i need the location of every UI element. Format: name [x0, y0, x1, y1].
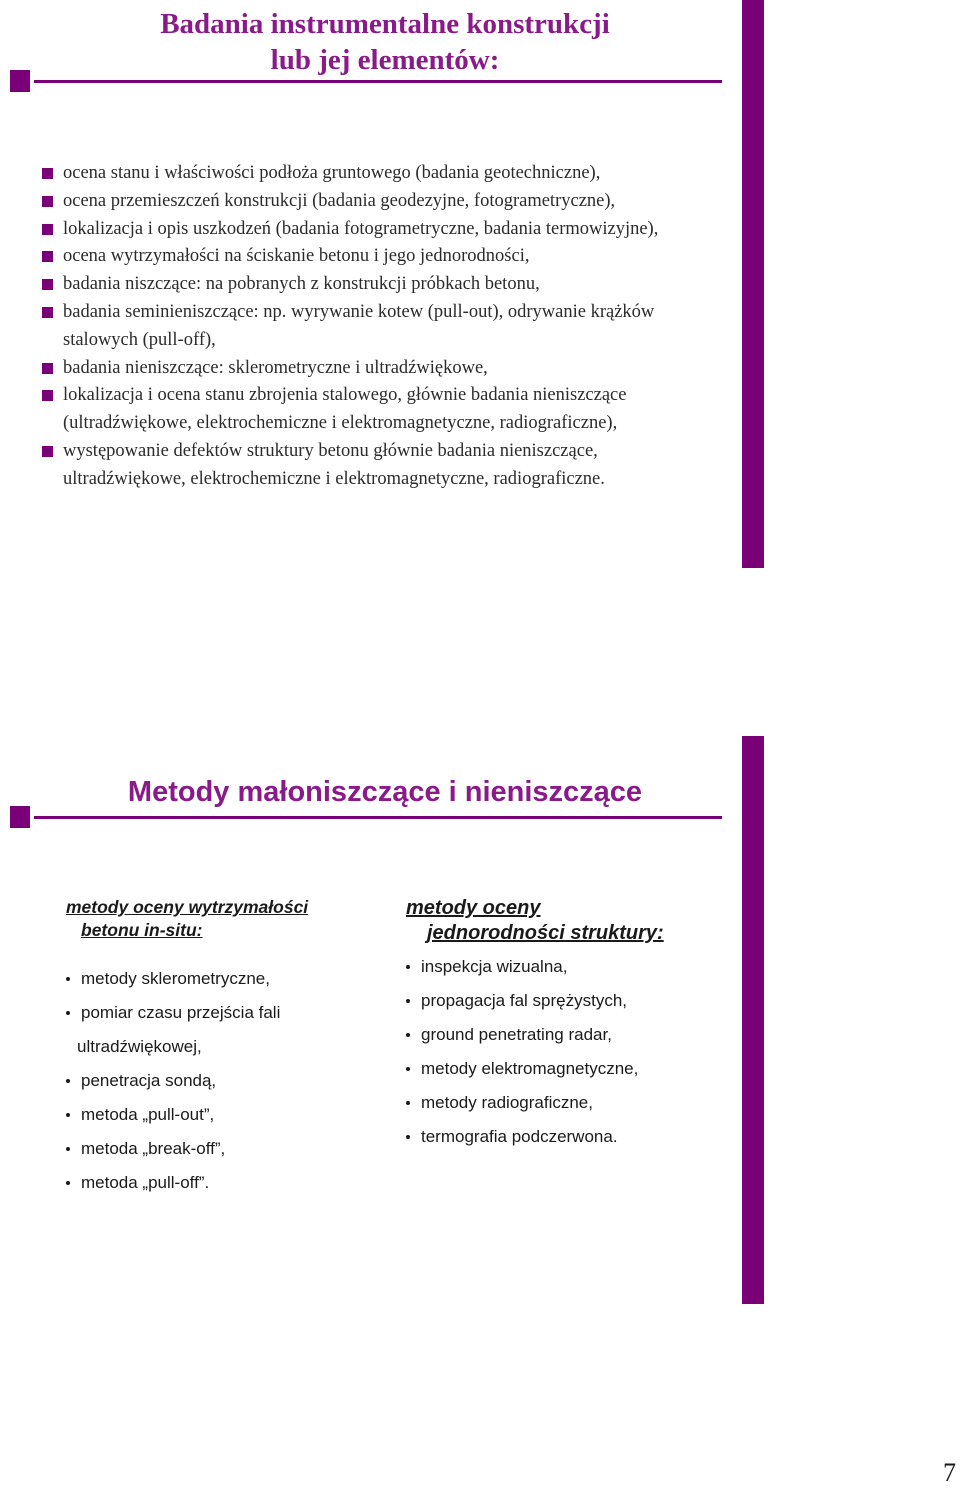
- list-item: lokalizacja i opis uszkodzeń (badania fotogrametryczne, badania termowizyjne),: [40, 216, 720, 244]
- list-item: ocena stanu i właściwości podłoża gruntowego (badania geotechniczne),: [40, 160, 720, 188]
- square-bullet-icon: [42, 390, 53, 401]
- square-bullet-icon: [42, 446, 53, 457]
- page-number: 7: [943, 1458, 956, 1487]
- dot-bullet-icon: [406, 965, 410, 969]
- list-item: badania seminieniszczące: np. wyrywanie kotew (pull-out), odrywanie krążków stalowych (pull-off),: [40, 299, 720, 355]
- homogeneity-methods-list: [406, 950, 638, 1154]
- list-item: inspekcja wizualna,: [406, 950, 638, 984]
- list-item: badania nieniszczące: sklerometryczne i ultradźwiękowe,: [40, 355, 720, 383]
- slide-instrumental-tests: [0, 0, 960, 580]
- slide-title: Metody małoniszczące i nieniszczące: [127, 776, 643, 808]
- left-column-heading: metody oceny wytrzymałości betonu in-situ:: [66, 897, 309, 940]
- list-item: występowanie defektów struktury betonu głównie badania nieniszczące, ultradźwiękowe, elektrochemiczne i elektromagnetyczne, radiograficzne.: [40, 438, 720, 494]
- list-item: badania niszczące: na pobranych z konstrukcji próbkach betonu,: [40, 271, 720, 299]
- slide-accent-bar: [742, 736, 764, 1304]
- slide-corner-square: [10, 806, 30, 828]
- list-item: metoda „pull-out”,: [66, 1098, 280, 1132]
- dot-bullet-icon: [406, 1067, 410, 1071]
- list-item-continuation: ultradźwiękowej,: [77, 1037, 202, 1056]
- square-bullet-icon: [42, 363, 53, 374]
- slide-accent-bar: [742, 0, 764, 568]
- list-item: propagacja fal sprężystych,: [406, 984, 638, 1018]
- square-bullet-icon: [42, 251, 53, 262]
- square-bullet-icon: [42, 224, 53, 235]
- square-bullet-icon: [42, 168, 53, 179]
- slide-methods: [0, 736, 960, 1316]
- slide-corner-square: [10, 70, 30, 92]
- square-bullet-icon: [42, 307, 53, 318]
- strength-methods-list: [66, 962, 280, 1200]
- square-bullet-icon: [42, 196, 53, 207]
- list-item: ocena wytrzymałości na ściskanie betonu i jego jednorodności,: [40, 243, 720, 271]
- dot-bullet-icon: [66, 977, 70, 981]
- list-item: metody sklerometryczne,: [66, 962, 280, 996]
- list-item: metoda „break-off”,: [66, 1132, 280, 1166]
- list-item: lokalizacja i ocena stanu zbrojenia stalowego, głównie badania nieniszczące (ultradźwiękowe, elektrochemiczne i elektromagnetyczne, radiograficzne),: [40, 382, 720, 438]
- list-item: ocena przemieszczeń konstrukcji (badania geodezyjne, fotogrametryczne),: [40, 188, 720, 216]
- list-item: termografia podczerwona.: [406, 1120, 638, 1154]
- list-item: metoda „pull-off”.: [66, 1166, 280, 1200]
- dot-bullet-icon: [66, 1113, 70, 1117]
- square-bullet-icon: [42, 279, 53, 290]
- title-underline: [34, 80, 722, 83]
- list-item: metody radiograficzne,: [406, 1086, 638, 1120]
- list-item: metody elektromagnetyczne,: [406, 1052, 638, 1086]
- instrumental-tests-list: [40, 160, 720, 494]
- slide-title-line1: Badania instrumentalne konstrukcji: [160, 8, 610, 40]
- dot-bullet-icon: [406, 1101, 410, 1105]
- dot-bullet-icon: [66, 1011, 70, 1015]
- list-item: ground penetrating radar,: [406, 1018, 638, 1052]
- list-item: penetracja sondą,: [66, 1064, 280, 1098]
- dot-bullet-icon: [406, 1033, 410, 1037]
- dot-bullet-icon: [406, 999, 410, 1003]
- right-column-heading: metody oceny jednorodności struktury:: [406, 897, 664, 944]
- dot-bullet-icon: [66, 1181, 70, 1185]
- dot-bullet-icon: [406, 1135, 410, 1139]
- dot-bullet-icon: [66, 1147, 70, 1151]
- list-item: pomiar czasu przejścia fali: [66, 996, 280, 1030]
- title-underline: [34, 816, 722, 819]
- dot-bullet-icon: [66, 1079, 70, 1083]
- slide-title-line2: lub jej elementów:: [270, 44, 500, 76]
